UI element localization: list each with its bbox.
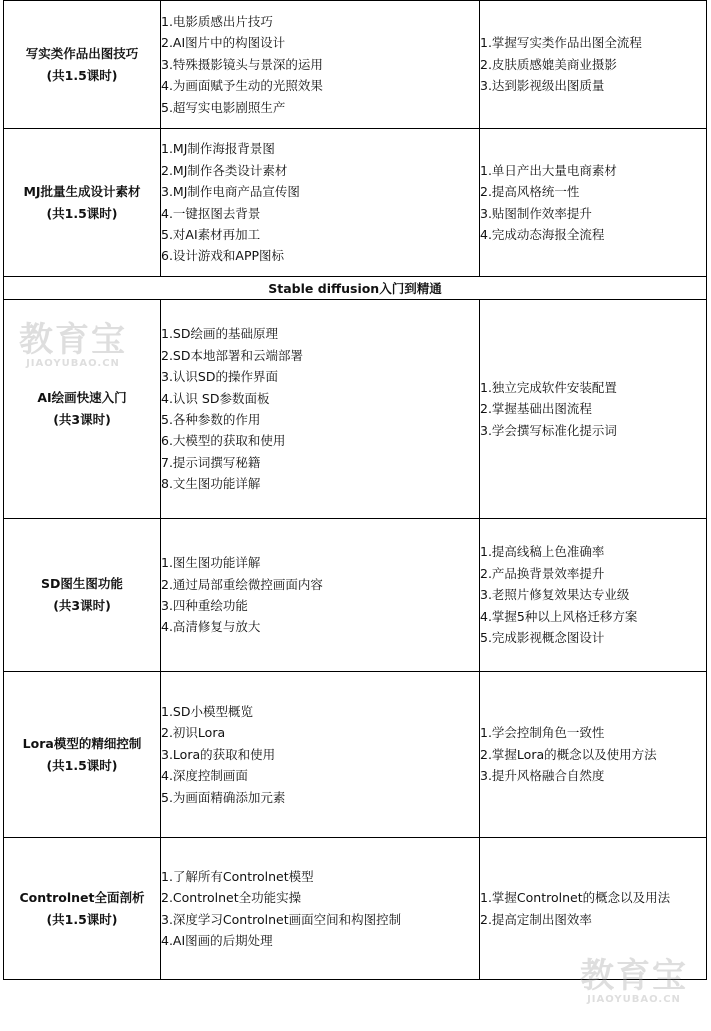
course-row [4,672,707,838]
content-item: 3.认识SD的操作界面 [161,369,278,385]
content-item: 2.AI图片中的构图设计 [161,35,286,51]
watermark-url: JIAOYUBAO.CN [26,358,120,369]
goal-item: 2.产品换背景效率提升 [480,565,605,581]
content-item: 4.认识 SD参数面板 [161,390,270,406]
content-item: 4.AI图画的后期处理 [161,932,273,948]
module-title-cell [4,838,161,980]
content-item: 5.对AI素材再加工 [161,226,261,242]
content-cell [161,672,480,838]
module-hours: (共1.5课时) [46,757,118,773]
content-item: 1.SD绘画的基础原理 [161,326,278,342]
goal-item: 1.掌握写实类作品出图全流程 [480,35,642,51]
module-hours: (共1.5课时) [46,911,118,927]
section-header: Stable diffusion入门到精通 [4,277,707,300]
goal-item: 3.贴图制作效率提升 [480,205,592,221]
content-item: 1.MJ制作海报背景图 [161,141,275,157]
module-title: Controlnet全面剖析 [19,889,145,905]
content-item: 5.为画面精确添加元素 [161,789,286,805]
module-hours: (共1.5课时) [46,67,118,83]
module-hours: (共1.5课时) [46,205,118,221]
content-item: 3.深度学习Controlnet画面空间和构图控制 [161,911,402,927]
content-cell [161,1,480,129]
module-title: 写实类作品出图技巧 [25,45,139,61]
content-item: 2.Controlnet全功能实操 [161,890,302,906]
course-row [4,300,707,519]
content-item: 1.SD小模型概览 [161,703,253,719]
content-cell [161,300,480,519]
course-row [4,129,707,277]
module-title: AI绘画快速入门 [37,390,127,405]
goals-cell [480,519,707,672]
module-title: SD图生图功能 [41,576,123,591]
goal-item: 1.单日产出大量电商素材 [480,162,617,178]
section-header-row [4,277,707,300]
content-cell [161,838,480,980]
module-title-cell [4,672,161,838]
goal-item: 4.完成动态海报全流程 [480,226,605,242]
course-row [4,1,707,129]
content-item: 3.MJ制作电商产品宣传图 [161,184,300,200]
content-item: 5.各种参数的作用 [161,412,261,427]
content-item: 8.文生图功能详解 [161,476,261,492]
module-title-cell [4,1,161,129]
course-row [4,519,707,672]
goal-item: 1.掌握Controlnet的概念以及用法 [480,890,671,906]
content-item: 2.SD本地部署和云端部署 [161,347,303,363]
content-item: 2.初识Lora [161,725,226,741]
goal-item: 3.达到影视级出图质量 [480,78,605,94]
content-item: 7.提示词撰写秘籍 [161,454,261,470]
content-item: 5.超写实电影剧照生产 [161,99,286,115]
content-item: 3.特殊摄影镜头与景深的运用 [161,56,323,72]
goal-item: 4.掌握5种以上风格迁移方案 [480,608,638,624]
content-item: 6.设计游戏和APP图标 [161,248,285,264]
goal-item: 2.提高风格统一性 [480,184,580,200]
course-table-body [4,1,707,980]
module-title-cell [4,300,161,519]
goals-cell [480,300,707,519]
module-title-cell [4,519,161,672]
content-item: 4.一键抠图去背景 [161,205,261,221]
goal-item: 3.提升风格融合自然度 [480,768,605,784]
goal-item: 5.完成影视概念图设计 [480,630,605,646]
content-item: 4.深度控制画面 [161,768,248,784]
watermark-text: 教育宝 [580,956,688,996]
goal-item: 2.提高定制出图效率 [480,911,592,927]
module-hours: (共3课时) [53,412,111,427]
goal-item: 2.掌握Lora的概念以及使用方法 [480,746,657,762]
module-title-cell [4,129,161,277]
goal-item: 3.学会撰写标准化提示词 [480,422,617,438]
content-item: 1.电影质感出片技巧 [161,13,273,29]
content-item: 3.四种重绘功能 [161,598,248,613]
module-title: Lora模型的精细控制 [22,735,142,751]
goals-cell [480,129,707,277]
watermark-text: 教育宝 [19,320,127,360]
content-item: 6.大模型的获取和使用 [161,433,286,449]
content-cell [161,519,480,672]
content-cell [161,129,480,277]
goal-item: 3.老照片修复效果达专业级 [480,587,630,603]
module-title: MJ批量生成设计素材 [23,183,141,199]
goal-item: 1.学会控制角色一致性 [480,725,605,741]
content-item: 2.通过局部重绘微控画面内容 [161,576,323,592]
goal-item: 1.提高线稿上色准确率 [480,544,605,560]
goal-item: 1.独立完成软件安装配置 [480,379,617,395]
goals-cell [480,838,707,980]
content-item: 4.高清修复与放大 [161,619,261,635]
goal-item: 2.掌握基础出图流程 [480,401,592,417]
course-table [3,0,707,980]
goals-cell [480,1,707,129]
goal-item: 2.皮肤质感媲美商业摄影 [480,56,617,72]
watermark-url: JIAOYUBAO.CN [587,994,681,1005]
content-item: 1.图生图功能详解 [161,555,261,571]
content-item: 2.MJ制作各类设计素材 [161,162,288,178]
course-row [4,838,707,980]
content-item: 4.为画面赋予生动的光照效果 [161,78,323,94]
content-item: 3.Lora的获取和使用 [161,746,276,762]
module-hours: (共3课时) [53,598,111,613]
goals-cell [480,672,707,838]
content-item: 1.了解所有Controlnet模型 [161,868,314,884]
